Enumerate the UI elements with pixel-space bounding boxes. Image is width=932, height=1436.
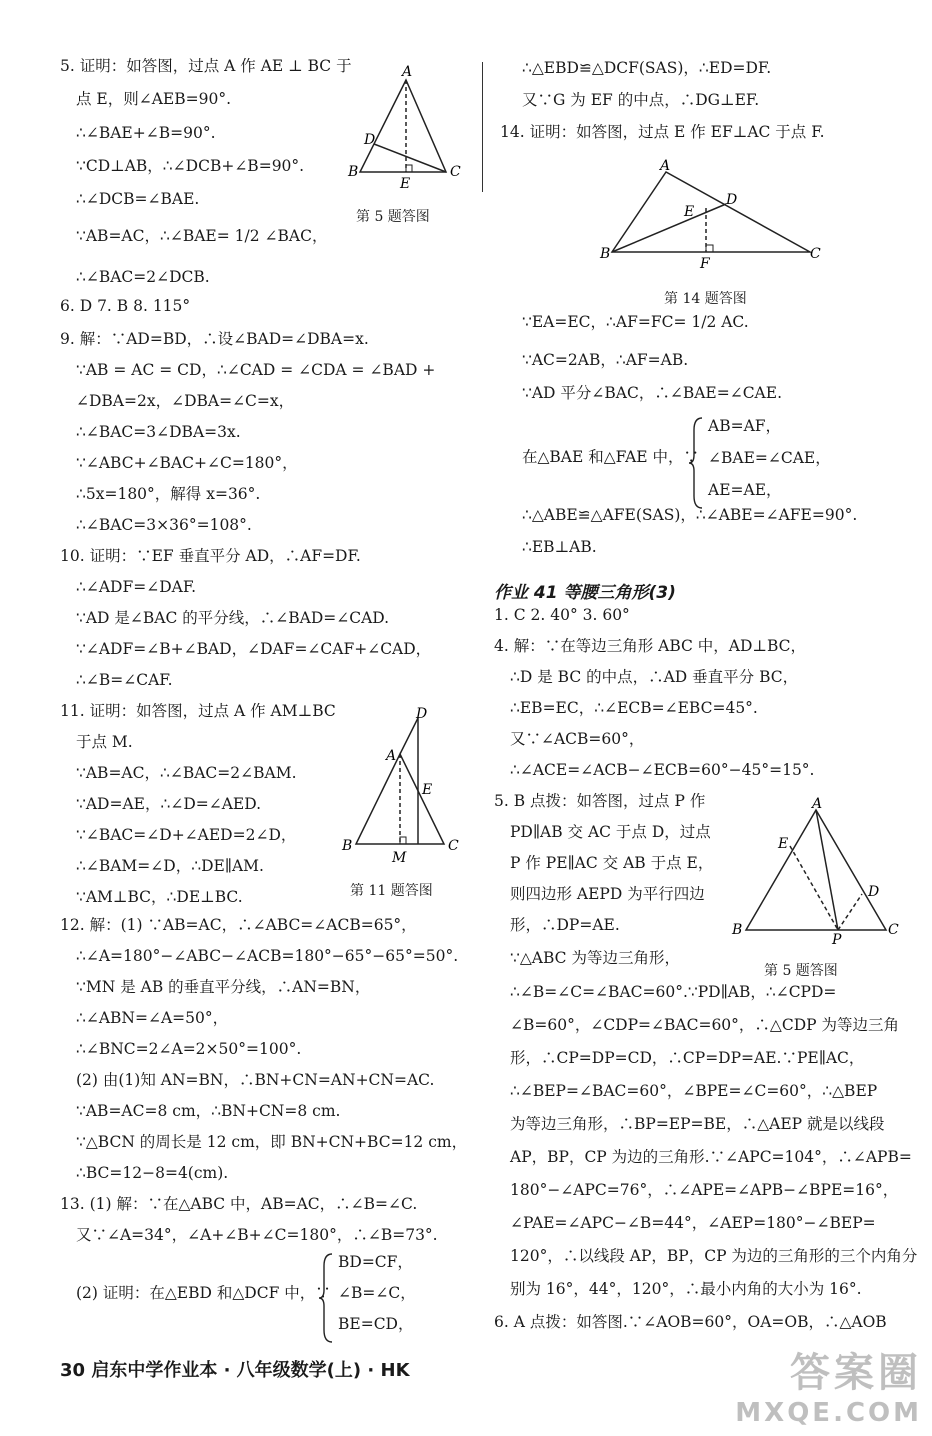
solution-line: ∴∠BAC=2∠DCB. [76,268,210,286]
watermark [735,1341,922,1428]
solution-line: 则四边形 AEPD 为平行四边 [510,885,705,903]
solution-line: 形，∴DP=AE. [510,916,620,934]
solution-line: 又∵∠A=34°，∠A+∠B+∠C=180°，∴∠B=73°. [76,1226,438,1244]
solution-line: ∵∠ABC+∠BAC+∠C=180°， [76,454,298,472]
solution-line: ∴∠BEP=∠BAC=60°，∠BPE=∠C=60°，∴△BEP [510,1082,878,1100]
solution-line: ∵AB = AC = CD，∴∠CAD = ∠CDA = ∠BAD + [76,361,436,379]
solution-line: ∠PAE=∠APC−∠B=44°，∠AEP=180°−∠BEP= [510,1214,876,1232]
fig-label: E [778,836,789,852]
solution-line: PD∥AB 交 AC 于点 D，过点 [510,823,711,841]
solution-line: P 作 PE∥AC 交 AB 于点 E， [510,854,714,872]
solution-line: 5. 证明：如答图，过点 A 作 AE ⊥ BC 于 [60,57,352,75]
solution-line: ∵AC=2AB，∴AF=AB. [522,351,689,369]
fig-label: E [684,204,695,220]
solution-line: 于点 M. [76,733,133,751]
solution-line: 在△BAE 和△FAE 中，∵ [522,448,700,466]
fig-label: A [660,158,671,174]
solution-line: ∵AM⊥BC，∴DE⊥BC. [76,888,243,906]
solution-line: ∵EA=EC，∴AF=FC= 1/2 AC. [522,313,749,331]
solution-line: ∵AB=AC，∴∠BAE= 1/2 ∠BAC， [76,227,328,245]
fig-label: C [810,246,821,262]
page-footer: 30 启东中学作业本 · 八年级数学(上) · HK [60,1360,410,1381]
solution-line: 又∵∠ACB=60°， [510,730,645,748]
solution-line: ∴△EBD≌△DCF(SAS)，∴ED=DF. [522,59,772,77]
solution-line: ∴∠DCB=∠BAE. [76,190,200,208]
solution-line: 10. 证明：∵EF 垂直平分 AD，∴AF=DF. [60,547,361,565]
solution-line: AP，BP，CP 为边的三角形.∵∠APC=104°，∴∠APB= [510,1148,912,1166]
solution-line: 6. D 7. B 8. 115° [60,297,191,315]
fig-label: B [732,922,743,938]
figure-11 [340,706,470,866]
figure-5-left [340,62,470,192]
figure-caption: 第 14 题答图 [664,291,747,307]
fig-label: D [416,706,428,722]
solution-line: ∴BC=12−8=4(cm). [76,1164,229,1182]
solution-line: ∴D 是 BC 的中点，∴AD 垂直平分 BC， [510,668,799,686]
fig-label: F [700,256,710,270]
solution-line: 形，∴CP=DP=CD，∴CP=DP=AE.∵PE∥AC， [510,1049,865,1067]
solution-line: (2) 由(1)知 AN=BN，∴BN+CN=AN+CN=AC. [76,1071,435,1089]
figure-caption: 第 5 题答图 [764,963,838,979]
fig-label: C [450,164,461,180]
brace-condition-line: BE=CD， [338,1315,414,1333]
solution-line: 1. C 2. 40° 3. 60° [494,606,630,624]
fig-label: E [400,176,411,192]
solution-line: 120°，∴以线段 AP，BP，CP 为边的三角形的三个内角分 [510,1247,918,1265]
fig-label: D [726,192,738,208]
solution-line: 14. 证明：如答图，过点 E 作 EF⊥AC 于点 F. [500,123,825,141]
brace-condition-line: AE=AE， [708,481,782,499]
fig-label: E [422,782,433,798]
brace-condition-line: BD=CF， [338,1253,413,1271]
solution-line: ∵AB=AC，∴∠BAC=2∠BAM. [76,764,297,782]
solution-line: 点 E，则∠AEB=90°. [76,90,232,108]
solution-line: ∵△BCN 的周长是 12 cm，即 BN+CN+BC=12 cm， [76,1133,468,1151]
solution-line: ∴∠BAC=3∠DBA=3x. [76,423,241,441]
watermark-logo: 答案圈 [790,1350,922,1396]
fig-label: D [868,884,880,900]
solution-line: ∴∠ABN=∠A=50°， [76,1009,229,1027]
solution-line: ∵AB=AC=8 cm，∴BN+CN=8 cm. [76,1102,341,1120]
fig-label: B [600,246,611,262]
solution-line: ∴∠ACE=∠ACB−∠ECB=60°−45°=15°. [510,761,815,779]
solution-line: 6. A 点拨：如答图.∵∠AOB=60°，OA=OB，∴△AOB [494,1313,887,1331]
solution-line: ∠DBA=2x，∠DBA=∠C=x， [76,392,295,410]
solution-line: ∵AD=AE，∴∠D=∠AED. [76,795,262,813]
solution-line: ∴∠BAM=∠D，∴DE∥AM. [76,857,264,875]
solution-line: 12. 解：(1) ∵AB=AC，∴∠ABC=∠ACB=65°， [60,916,417,934]
solution-line: ∵AD 平分∠BAC，∴∠BAE=∠CAE. [522,384,782,402]
solution-line: (2) 证明：在△EBD 和△DCF 中，∵ [76,1284,331,1302]
solution-line: ∴EB⊥AB. [522,538,597,556]
fig-label: A [386,748,397,764]
solution-line: 5. B 点拨：如答图，过点 P 作 [494,792,706,810]
fig-label: C [448,838,459,854]
fig-label: A [402,64,413,80]
solution-line: 4. 解：∵在等边三角形 ABC 中，AD⊥BC， [494,637,807,655]
solution-line: ∵∠ADF=∠B+∠BAD，∠DAF=∠CAF+∠CAD， [76,640,432,658]
watermark-url: MXQE.COM [735,1398,922,1428]
fig-label: D [364,132,376,148]
solution-line: 11. 证明：如答图，过点 A 作 AM⊥BC [60,702,336,720]
solution-line: ∵AD 是∠BAC 的平分线，∴∠BAD=∠CAD. [76,609,390,627]
solution-line: ∵MN 是 AB 的垂直平分线，∴AN=BN， [76,978,371,996]
solution-line: ∵CD⊥AB，∴∠DCB+∠B=90°. [76,157,305,175]
solution-line: ∴△ABE≌△AFE(SAS)，∴∠ABE=∠AFE=90°. [522,506,858,524]
brace-condition-line: AB=AF， [708,417,782,435]
brace-condition-line: ∠B=∠C， [338,1284,416,1302]
solution-line: 180°−∠APC=76°，∴∠APE=∠APB−∠BPE=16°， [510,1181,899,1199]
solution-line: ∴EB=EC，∴∠ECB=∠EBC=45°. [510,699,758,717]
solution-line: ∴∠BAC=3×36°=108°. [76,516,252,534]
figure-caption: 第 5 题答图 [356,209,430,225]
solution-line: ∴∠BAE+∠B=90°. [76,124,216,142]
fig-label: B [342,838,353,854]
solution-line: ∴∠A=180°−∠ABC−∠ACB=180°−65°−65°=50°. [76,947,459,965]
column-divider [482,62,483,192]
solution-line: 别为 16°，44°，120°，∴最小内角的大小为 16°. [510,1280,862,1298]
solution-line: 为等边三角形，∴BP=EP=BE，∴△AEP 就是以线段 [510,1115,885,1133]
solution-line: 又∵G 为 EF 的中点，∴DG⊥EF. [522,91,760,109]
solution-line: 13. (1) 解：∵在△ABC 中，AB=AC，∴∠B=∠C. [60,1195,418,1213]
figure-14 [598,158,828,270]
fig-label: B [348,164,359,180]
brace-condition-line: ∠BAE=∠CAE， [708,449,831,467]
solution-line: 9. 解：∵AD=BD，∴设∠BAD=∠DBA=x. [60,330,369,348]
section-title: 作业 41 等腰三角形(3) [494,583,676,603]
solution-line: ∴∠ADF=∠DAF. [76,578,197,596]
fig-label: M [392,850,407,866]
solution-line: ∵△ABC 为等边三角形， [510,949,680,967]
solution-line: ∵∠BAC=∠D+∠AED=2∠D， [76,826,297,844]
fig-label: A [812,796,823,812]
figure-caption: 第 11 题答图 [350,883,433,899]
fig-label: P [832,932,842,946]
fig-label: C [888,922,899,938]
solution-line: ∴5x=180°，解得 x=36°. [76,485,261,503]
solution-line: ∠B=60°，∠CDP=∠BAC=60°，∴△CDP 为等边三角 [510,1016,899,1034]
solution-line: ∴∠B=∠C=∠BAC=60°.∵PD∥AB，∴∠CPD= [510,983,837,1001]
solution-line: ∴∠BNC=2∠A=2×50°=100°. [76,1040,302,1058]
solution-line: ∴∠B=∠CAF. [76,671,173,689]
figure-5-right [728,796,904,946]
